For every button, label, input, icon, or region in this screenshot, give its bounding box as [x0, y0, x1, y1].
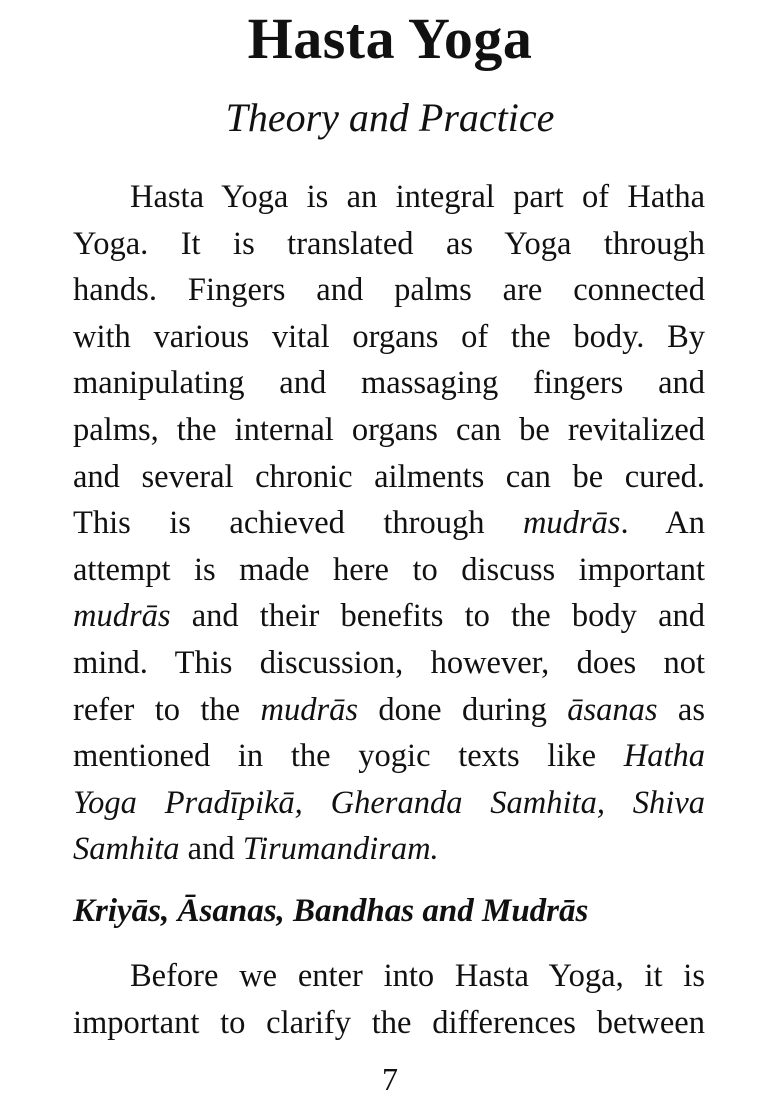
text-segment: Hasta Yoga is an integral part of Hatha	[130, 179, 705, 215]
text-line	[73, 500, 705, 547]
text-line	[73, 547, 705, 594]
italic-text: Yoga Pradīpikā, Gheranda Samhita, Shiva	[73, 784, 705, 821]
italic-text: Hatha	[623, 738, 705, 775]
text-line	[73, 1000, 705, 1047]
text-line	[73, 360, 705, 407]
text-segment: Before we enter into Hasta Yoga, it is	[130, 958, 705, 994]
page-number: 7	[382, 1061, 398, 1097]
text-line	[73, 826, 705, 873]
section-paragraph	[73, 953, 705, 1046]
text-line	[73, 314, 705, 361]
text-line	[73, 687, 705, 734]
italic-text: Tirumandiram.	[242, 831, 439, 868]
italic-text: mudrās	[73, 598, 171, 635]
text-segment: as	[657, 691, 705, 728]
section-heading: Kriyās, Āsanas, Bandhas and Mudrās	[73, 893, 589, 929]
text-segment: with various vital organs of the body. By	[73, 318, 705, 355]
text-line	[73, 454, 705, 501]
text-segment: hands. Fingers and palms are connected	[73, 272, 705, 309]
text-segment: manipulating and massaging fingers and	[73, 365, 705, 402]
text-line	[73, 174, 705, 221]
text-segment: refer to the	[73, 691, 261, 728]
page-subtitle: Theory and Practice	[225, 95, 555, 140]
text-segment: palms, the internal organs can be revitalized	[73, 411, 705, 448]
text-line	[73, 640, 705, 687]
text-segment: and	[179, 831, 243, 868]
text-line	[73, 593, 705, 640]
text-segment: Yoga. It is translated as Yoga through	[73, 225, 705, 262]
italic-text: Samhita	[73, 831, 180, 868]
text-segment: and several chronic ailments can be cured.	[73, 458, 705, 495]
text-segment: and their benefits to the body and	[170, 598, 705, 635]
text-segment: mind. This discussion, however, does not	[73, 644, 705, 681]
italic-text: mudrās	[260, 691, 359, 728]
text-line	[73, 780, 705, 827]
intro-paragraph	[73, 174, 705, 873]
italic-text: mudrās	[522, 505, 621, 542]
text-segment: This is achieved through	[73, 505, 523, 542]
text-segment: done during	[358, 691, 568, 728]
text-segment: attempt is made here to discuss important	[73, 551, 705, 588]
italic-text: āsanas	[567, 691, 658, 728]
text-line	[73, 267, 705, 314]
text-line	[73, 733, 705, 780]
text-line	[73, 221, 705, 268]
text-segment: mentioned in the yogic texts like	[73, 738, 624, 775]
text-segment: important to clarify the differences between	[73, 1004, 705, 1041]
text-line	[73, 407, 705, 454]
text-segment: . An	[620, 505, 705, 542]
page-title: Hasta Yoga	[247, 6, 533, 71]
text-line	[73, 953, 705, 1000]
